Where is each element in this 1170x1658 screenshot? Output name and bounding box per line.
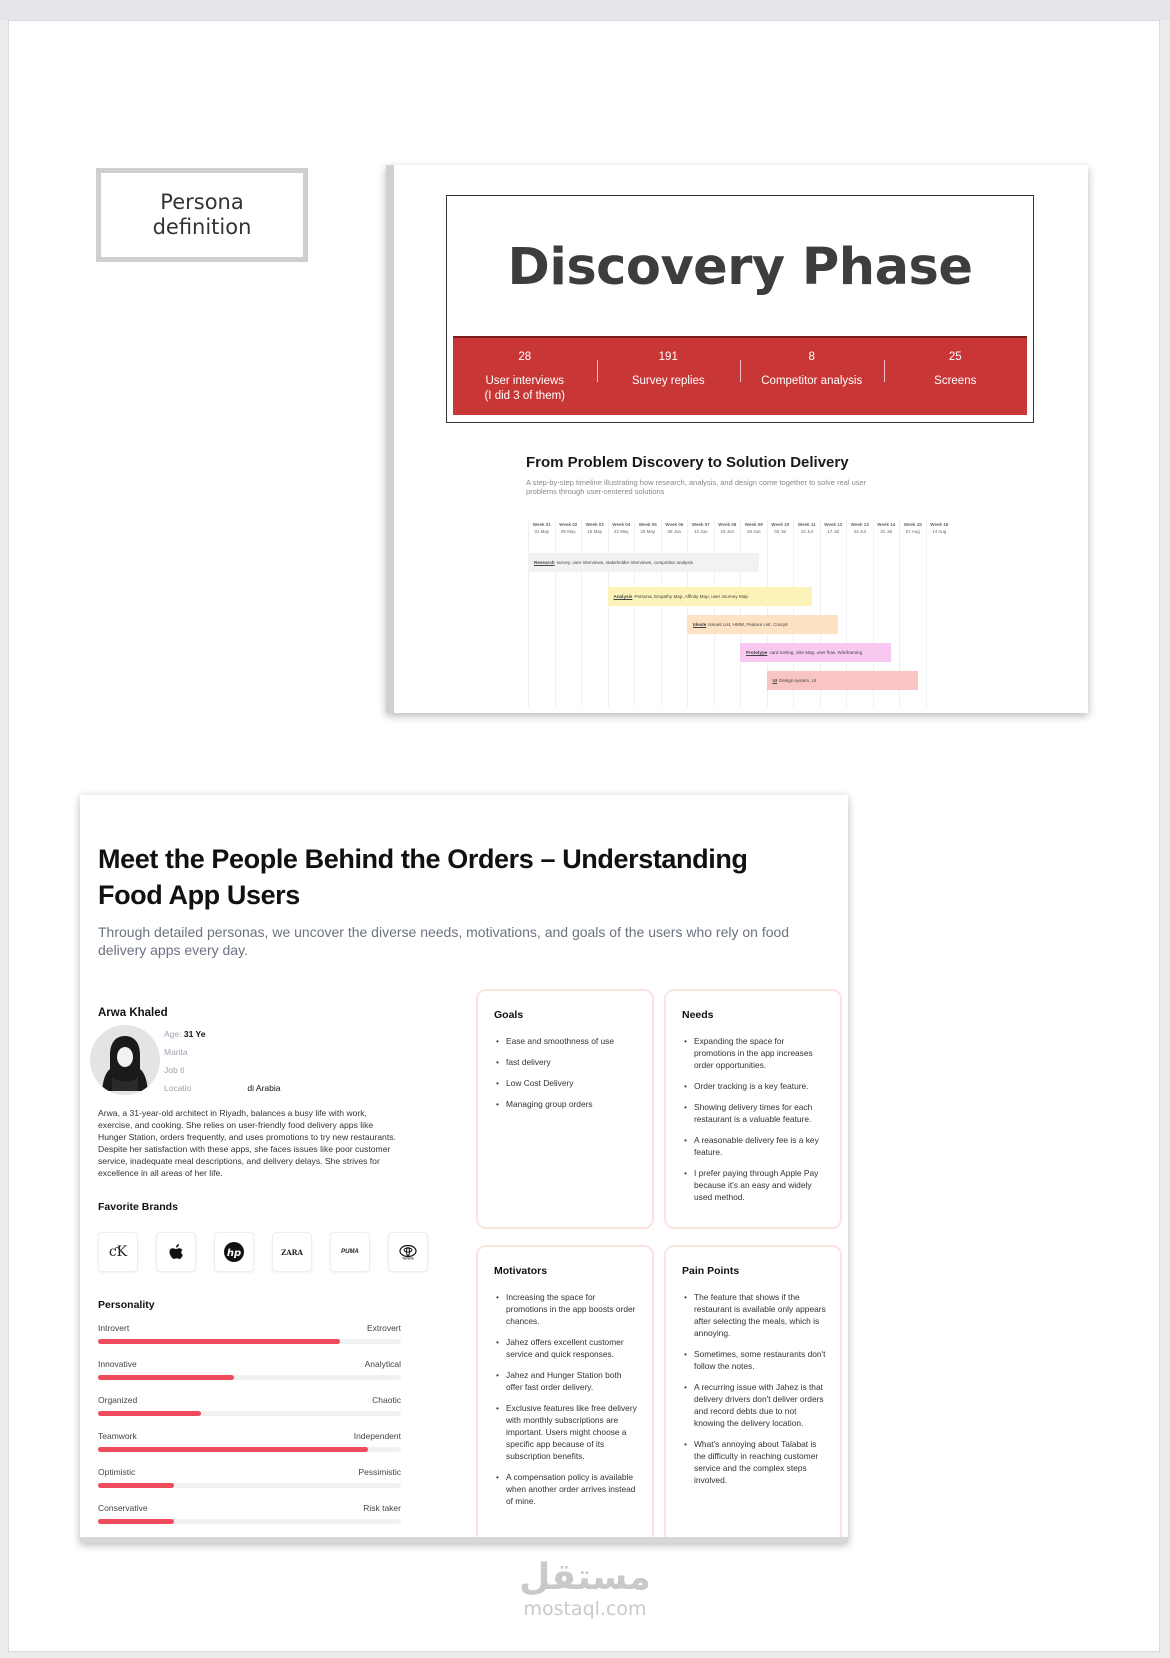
trait-right-label: Chaotic — [372, 1395, 401, 1405]
trait-track — [98, 1339, 401, 1344]
week-column: Week 07 12 Jun — [687, 519, 714, 707]
stat-competitors — [740, 350, 884, 404]
trait-left-label: Organized — [98, 1395, 138, 1405]
zara-logo: ZARA — [272, 1232, 312, 1272]
trait-left-label: Teamwork — [98, 1431, 137, 1441]
svg-text:hp: hp — [226, 1248, 242, 1259]
week-column: Week 15 07 Aug — [899, 519, 926, 707]
section-label — [96, 168, 308, 262]
meta-marital: Marita — [164, 1047, 188, 1057]
trait-track — [98, 1483, 401, 1488]
trait-row — [98, 1395, 401, 1431]
motivators-list — [494, 1291, 638, 1507]
stat-label: Screens — [934, 374, 977, 387]
phase-bar-prototype: Prototype card sorting, Site Map, user flow, Wireframing — [740, 643, 891, 662]
stat-screens — [884, 350, 1028, 404]
week-column: Week 12 17 Jul — [820, 519, 847, 707]
svg-text:TOYOTA: TOYOTA — [402, 1257, 414, 1260]
persona-card — [80, 795, 848, 1543]
trait-track — [98, 1411, 401, 1416]
week-column: Week 03 15 May — [581, 519, 608, 707]
week-column: Week 05 29 May — [634, 519, 661, 707]
week-column: Week 06 05 Jun — [661, 519, 688, 707]
trait-fill — [98, 1483, 174, 1488]
list-item: • A compensation policy is available when another order arrives instead of mine. — [494, 1471, 638, 1507]
week-column: Week 04 22 May — [608, 519, 635, 707]
trait-row — [98, 1323, 401, 1359]
trait-right-label: Analytical — [364, 1359, 401, 1369]
goals-card — [476, 989, 654, 1229]
trait-left-label: Introvert — [98, 1323, 130, 1333]
trait-left-label: Conservative — [98, 1503, 148, 1513]
brands-heading: Favorite Brands — [98, 1201, 178, 1213]
week-column: Week 10 03 Jul — [767, 519, 794, 707]
meta-job: Job ti — [164, 1065, 185, 1075]
pain-points-list — [682, 1291, 826, 1486]
timeline-gantt — [528, 519, 948, 707]
section-label-text: Persona definition — [152, 190, 252, 239]
list-item: • What's annoying about Talabat is the difficulty in reaching customer service and the complex steps involved. — [682, 1438, 826, 1486]
meta-location: Locatio di Arabia — [164, 1083, 281, 1093]
persona-meta — [164, 1025, 374, 1097]
calvin-klein-logo: ƈK — [98, 1232, 138, 1272]
trait-right-label: Pessimistic — [358, 1467, 401, 1477]
meta-age: Age: 31 Ye — [164, 1029, 206, 1039]
persona-bio: Arwa, a 31-year-old architect in Riyadh, balances a busy life with work, exercise, and cooking. She relies on user-friendly food delivery apps like Hunger Station, orders frequently, and uses promotions to try new restaurants. Despite her satisfaction with these apps, she faces issues like poor customer service, inadequate meal descriptions, and delivery delays. She strives for excellence in all areas of her life. — [98, 1108, 396, 1178]
puma-logo: PUMA — [330, 1232, 370, 1272]
apple-icon — [168, 1243, 184, 1261]
watermark-arabic: مستقل — [519, 1557, 651, 1598]
discovery-slide — [386, 165, 1088, 713]
stat-label: Survey replies — [631, 374, 705, 387]
persona-avatar — [90, 1025, 160, 1095]
list-item: • Showing delivery times for each restaurant is a valuable feature. — [682, 1101, 826, 1125]
list-item: • A reasonable delivery fee is a key feature. — [682, 1134, 826, 1158]
timeline-title: From Problem Discovery to Solution Delivery — [526, 454, 849, 471]
watermark — [500, 1558, 670, 1620]
list-item: • Exclusive features like free delivery with monthly subscriptions are important. Users might choose a specific app because of its subscription benefits. — [494, 1402, 638, 1462]
watermark-latin: mostaql.com — [523, 1598, 647, 1620]
stat-interviews — [453, 350, 597, 404]
stat-value: 28 — [518, 350, 532, 363]
stat-label: User interviews — [485, 374, 565, 387]
trait-fill — [98, 1519, 174, 1524]
trait-row — [98, 1359, 401, 1395]
timeline-subtitle: A step-by-step timeline illustrating how research, analysis, and design come together to solve real user problems through user-centered solutions — [526, 478, 867, 496]
stat-label: Competitor analysis — [761, 374, 863, 387]
personality-traits — [98, 1323, 401, 1539]
apple-logo — [156, 1232, 196, 1272]
list-item: • A recurring issue with Jahez is that delivery drivers don't deliver orders and record debts due to not knowing the delivery location. — [682, 1381, 826, 1429]
list-item: • Jahez and Hunger Station both offer fast order delivery. — [494, 1369, 638, 1393]
list-item: • Jahez offers excellent customer service and quick responses. — [494, 1336, 638, 1360]
week-column: Week 16 14 Aug — [926, 519, 953, 707]
toyota-logo — [388, 1232, 428, 1272]
trait-row — [98, 1431, 401, 1467]
stat-survey — [597, 350, 741, 404]
list-item: • Low Cost Delivery — [494, 1077, 638, 1089]
trait-track — [98, 1447, 401, 1452]
needs-list — [682, 1035, 826, 1203]
list-item: • Sometimes, some restaurants don't follow the notes. — [682, 1348, 826, 1372]
list-item: • Ease and smoothness of use — [494, 1035, 638, 1047]
trait-right-label: Independent — [353, 1431, 401, 1441]
persona-subtitle: Through detailed personas, we uncover the diverse needs, motivations, and goals of the users who rely on food delivery apps every day. — [98, 924, 790, 958]
list-item: • Order tracking is a key feature. — [682, 1080, 826, 1092]
hp-icon — [223, 1241, 245, 1263]
phase-bar-analysis: Analysis Persona, Empathy Map, Affinity Map, user Journey Map — [608, 587, 812, 606]
trait-track — [98, 1519, 401, 1524]
motivators-card — [476, 1245, 654, 1543]
trait-left-label: Optimistic — [98, 1467, 136, 1477]
week-column: Week 11 10 Jul — [793, 519, 820, 707]
toyota-icon — [398, 1244, 418, 1260]
stat-value: 25 — [948, 350, 962, 363]
trait-row — [98, 1503, 401, 1539]
trait-left-label: Innovative — [98, 1359, 137, 1369]
brand-list — [98, 1232, 428, 1272]
trait-row — [98, 1467, 401, 1503]
week-column: Week 09 26 Jun — [740, 519, 767, 707]
trait-fill — [98, 1447, 368, 1452]
trait-right-label: Risk taker — [363, 1503, 401, 1513]
goals-list — [494, 1035, 638, 1110]
phase-bar-ui: UI Design system, UI — [767, 671, 918, 690]
week-column: Week 02 09 May — [555, 519, 582, 707]
trait-track — [98, 1375, 401, 1380]
stat-value: 191 — [658, 350, 678, 363]
stat-value: 8 — [808, 350, 815, 363]
avatar-icon — [90, 1025, 160, 1095]
top-strip — [0, 0, 1170, 20]
phase-bar-ideate: Ideate Issues List, HMW, Feature List, Crazy8 — [687, 615, 838, 634]
needs-heading: Needs — [682, 1009, 714, 1021]
trait-fill — [98, 1339, 340, 1344]
persona-name: Arwa Khaled — [98, 1007, 168, 1019]
persona-title: Meet the People Behind the Orders – Understanding Food App Users — [98, 844, 748, 910]
goals-heading: Goals — [494, 1009, 524, 1021]
list-item: • The feature that shows if the restaurant is available only appears after selecting the meals, which is annoying. — [682, 1291, 826, 1339]
motivators-heading: Motivators — [494, 1265, 548, 1277]
phase-bar-research: Research survey, user interviews, stakeholder interviews, competitor analysis — [528, 553, 759, 572]
list-item: • fast delivery — [494, 1056, 638, 1068]
stat-note: (I did 3 of them) — [484, 389, 566, 402]
discovery-header — [446, 195, 1034, 423]
hp-logo — [214, 1232, 254, 1272]
week-column: Week 13 24 Jul — [846, 519, 873, 707]
needs-card — [664, 989, 842, 1229]
trait-fill — [98, 1411, 201, 1416]
pain-points-heading: Pain Points — [682, 1265, 740, 1277]
discovery-title: Discovery Phase — [507, 238, 973, 297]
list-item: • I prefer paying through Apple Pay because it's an easy and widely used method. — [682, 1167, 826, 1203]
pain-points-card — [664, 1245, 842, 1543]
list-item: • Expanding the space for promotions in the app increases order opportunities. — [682, 1035, 826, 1071]
week-column: Week 14 31 Jul — [873, 519, 900, 707]
list-item: • Increasing the space for promotions in the app boosts order chances. — [494, 1291, 638, 1327]
personality-heading: Personality — [98, 1299, 155, 1311]
stats-bar — [453, 336, 1027, 415]
trait-right-label: Extrovert — [366, 1323, 401, 1333]
list-item: • Managing group orders — [494, 1098, 638, 1110]
trait-fill — [98, 1375, 234, 1380]
week-column: Week 08 19 Jun — [714, 519, 741, 707]
week-column: Week 01 31 May — [528, 519, 555, 707]
